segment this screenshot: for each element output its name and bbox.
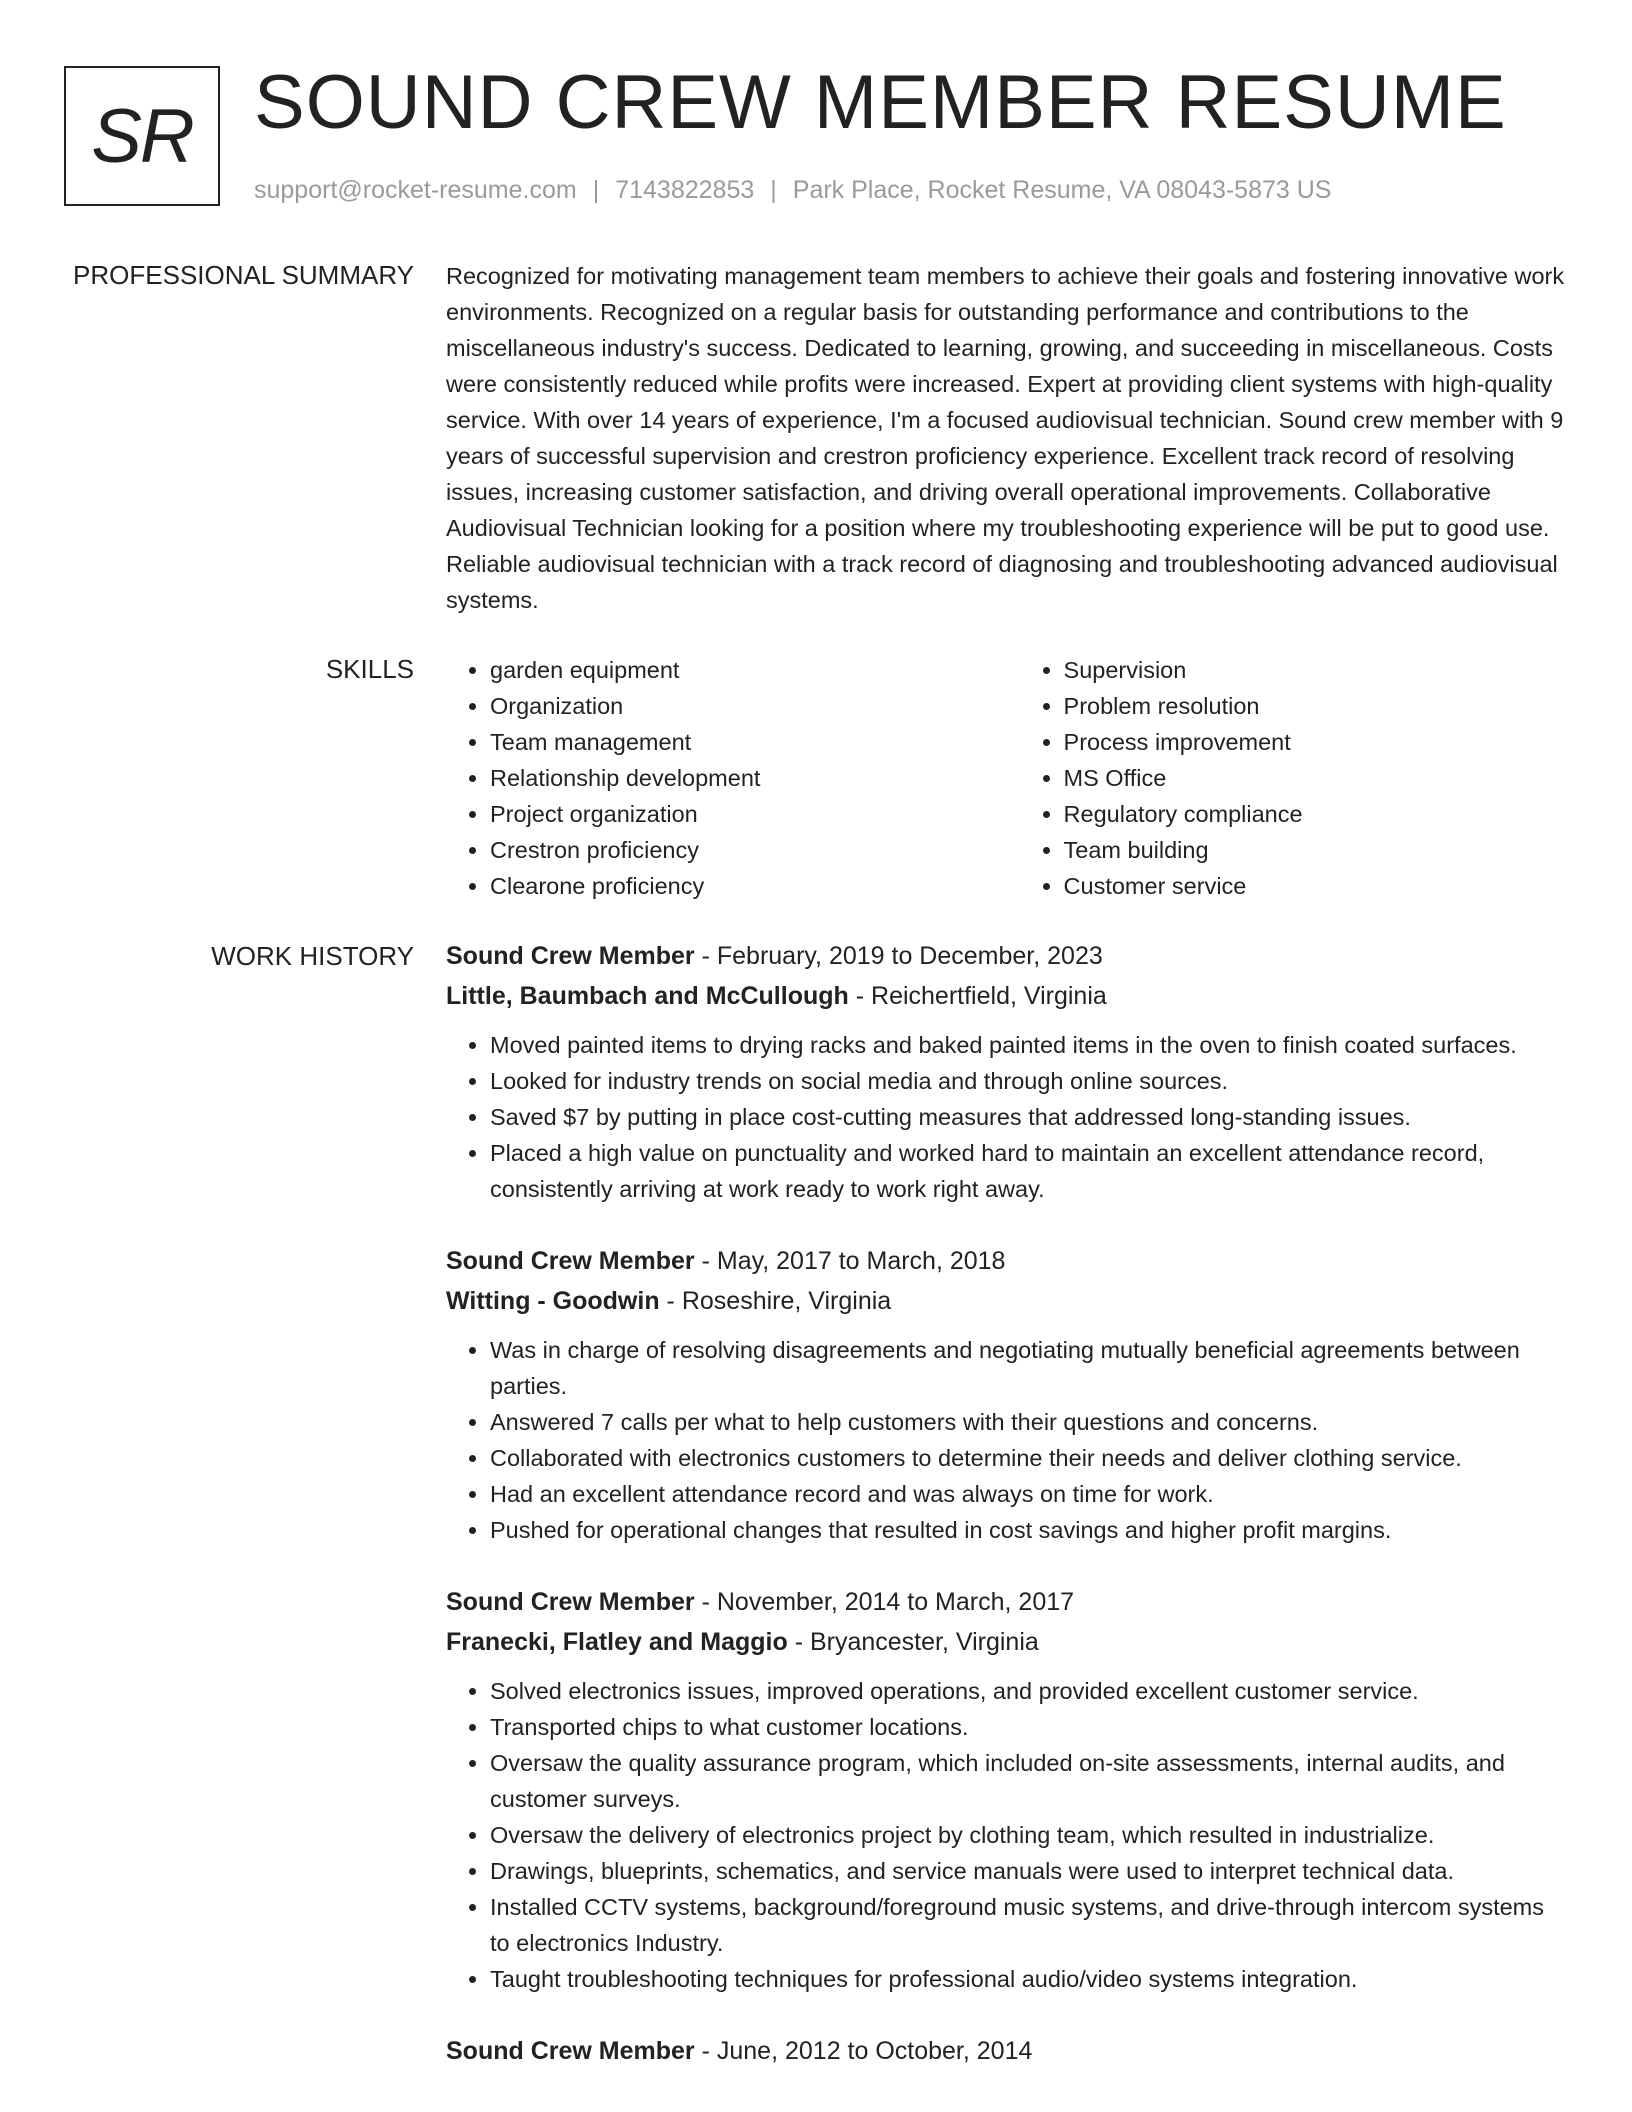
job-company-line <box>446 1622 1566 1662</box>
job-bullet: • Had an excellent attendance record and was always on time for work. <box>490 1476 1566 1512</box>
job-company-line <box>446 1281 1566 1321</box>
skill-item: • Regulatory compliance <box>1064 796 1566 832</box>
job-bullet: • Moved painted items to drying racks and baked painted items in the oven to finish coated surfaces. <box>490 1027 1566 1063</box>
contact-address: Park Place, Rocket Resume, VA 08043-5873 US <box>792 176 1332 204</box>
skill-item: • Crestron proficiency <box>490 832 1020 868</box>
job-bullets <box>446 1332 1566 1548</box>
job-bullets <box>446 1673 1566 1997</box>
skill-item: • Team management <box>490 724 1020 760</box>
job-dates: - May, 2017 to March, 2018 <box>694 1247 1006 1275</box>
job-bullet: • Oversaw the delivery of electronics project by clothing team, which resulted in industrialize. <box>490 1817 1566 1853</box>
skill-item: • Supervision <box>1064 652 1566 688</box>
job-company-line <box>446 976 1566 1016</box>
job-entry <box>446 936 1566 1207</box>
contact-separator: | <box>770 176 777 204</box>
job-bullet: • Installed CCTV systems, background/foreground music systems, and drive-through intercom systems to electronics Industry. <box>490 1889 1566 1961</box>
job-title: Sound Crew Member <box>446 1247 695 1275</box>
job-company: Franecki, Flatley and Maggio <box>446 1628 788 1656</box>
summary-heading: PROFESSIONAL SUMMARY <box>73 260 414 290</box>
job-title-line <box>446 1582 1566 1622</box>
job-title: Sound Crew Member <box>446 1588 695 1616</box>
job-bullet: • Placed a high value on punctuality and worked hard to maintain an excellent attendance record, consistently arriving at work ready to work right away. <box>490 1135 1566 1207</box>
skill-item: • MS Office <box>1064 760 1566 796</box>
skill-item: • Organization <box>490 688 1020 724</box>
skills-heading: SKILLS <box>325 654 414 684</box>
job-bullet: • Pushed for operational changes that resulted in cost savings and higher profit margins. <box>490 1512 1566 1548</box>
skill-item: • Relationship development <box>490 760 1020 796</box>
skill-item: • garden equipment <box>490 652 1020 688</box>
job-bullet: • Oversaw the quality assurance program, which included on-site assessments, internal audits, and customer surveys. <box>490 1745 1566 1817</box>
job-bullet: • Saved $7 by putting in place cost-cutting measures that addressed long-standing issues. <box>490 1099 1566 1135</box>
job-bullet: • Taught troubleshooting techniques for professional audio/video systems integration. <box>490 1961 1566 1997</box>
monogram-badge: SR <box>64 66 220 206</box>
job-title-line <box>446 2031 1566 2071</box>
skill-item: • Team building <box>1064 832 1566 868</box>
job-dates: - June, 2012 to October, 2014 <box>694 2037 1033 2065</box>
job-dates: - November, 2014 to March, 2017 <box>694 1588 1075 1616</box>
skill-item: • Customer service <box>1064 868 1566 904</box>
contact-phone[interactable]: 7143822853 <box>615 176 755 204</box>
contact-separator: | <box>592 176 600 204</box>
skill-item: • Problem resolution <box>1064 688 1566 724</box>
job-bullet: • Drawings, blueprints, schematics, and service manuals were used to interpret technical data. <box>490 1853 1566 1889</box>
job-title-line <box>446 1241 1566 1281</box>
job-title: Sound Crew Member <box>446 2037 695 2065</box>
job-bullets <box>446 1027 1566 1207</box>
skill-item: • Clearone proficiency <box>490 868 1020 904</box>
skills-section <box>446 652 1566 904</box>
job-location: - Reichertfield, Virginia <box>848 982 1107 1010</box>
summary-section <box>446 258 1566 618</box>
job-entry <box>446 2031 1566 2071</box>
job-company: Witting - Goodwin <box>446 1287 660 1315</box>
skills-list-left <box>446 652 1020 904</box>
job-dates: - February, 2019 to December, 2023 <box>694 942 1103 970</box>
job-entry <box>446 1582 1566 1997</box>
job-bullet: • Transported chips to what customer locations. <box>490 1709 1566 1745</box>
job-entry <box>446 1241 1566 1548</box>
job-location: - Bryancester, Virginia <box>787 1628 1039 1656</box>
contact-email[interactable]: support@rocket-resume.com <box>254 176 577 204</box>
job-bullet: • Answered 7 calls per what to help customers with their questions and concerns. <box>490 1404 1566 1440</box>
job-title: Sound Crew Member <box>446 942 695 970</box>
job-title-line <box>446 936 1566 976</box>
job-bullet: • Collaborated with electronics customers to determine their needs and deliver clothing service. <box>490 1440 1566 1476</box>
skill-item: • Process improvement <box>1064 724 1566 760</box>
skills-list-right <box>1020 652 1566 904</box>
work-history-section <box>446 936 1566 2105</box>
contact-line <box>254 174 1331 206</box>
job-company: Little, Baumbach and McCullough <box>446 982 849 1010</box>
summary-text: Recognized for motivating management team members to achieve their goals and fostering innovative work environments. Recognized on a regular basis for outstanding performance and contributions to the miscellaneous industry's success. Dedicated to learning, growing, and succeeding in miscellaneous. Costs were consistently reduced while profits were increased. Expert at providing client systems with high-quality service. With over 14 years of experience, I'm a focused audiovisual technician. Sound crew member with 9 years of successful supervision and crestron proficiency experience. Excellent track record of resolving issues, increasing customer satisfaction, and driving overall operational improvements. Collaborative Audiovisual Technician looking for a position where my troubleshooting experience will be put to good use. Reliable audiovisual technician with a track record of diagnosing and troubleshooting advanced audiovisual systems. <box>446 263 1565 613</box>
skill-item: • Project organization <box>490 796 1020 832</box>
job-bullet: • Solved electronics issues, improved operations, and provided excellent customer service. <box>490 1673 1566 1709</box>
job-bullet: • Was in charge of resolving disagreements and negotiating mutually beneficial agreements between parties. <box>490 1332 1566 1404</box>
work-history-heading: WORK HISTORY <box>211 941 414 971</box>
job-bullet: • Looked for industry trends on social media and through online sources. <box>490 1063 1566 1099</box>
resume-title: SOUND CREW MEMBER RESUME <box>254 60 1507 145</box>
job-location: - Roseshire, Virginia <box>659 1287 892 1315</box>
